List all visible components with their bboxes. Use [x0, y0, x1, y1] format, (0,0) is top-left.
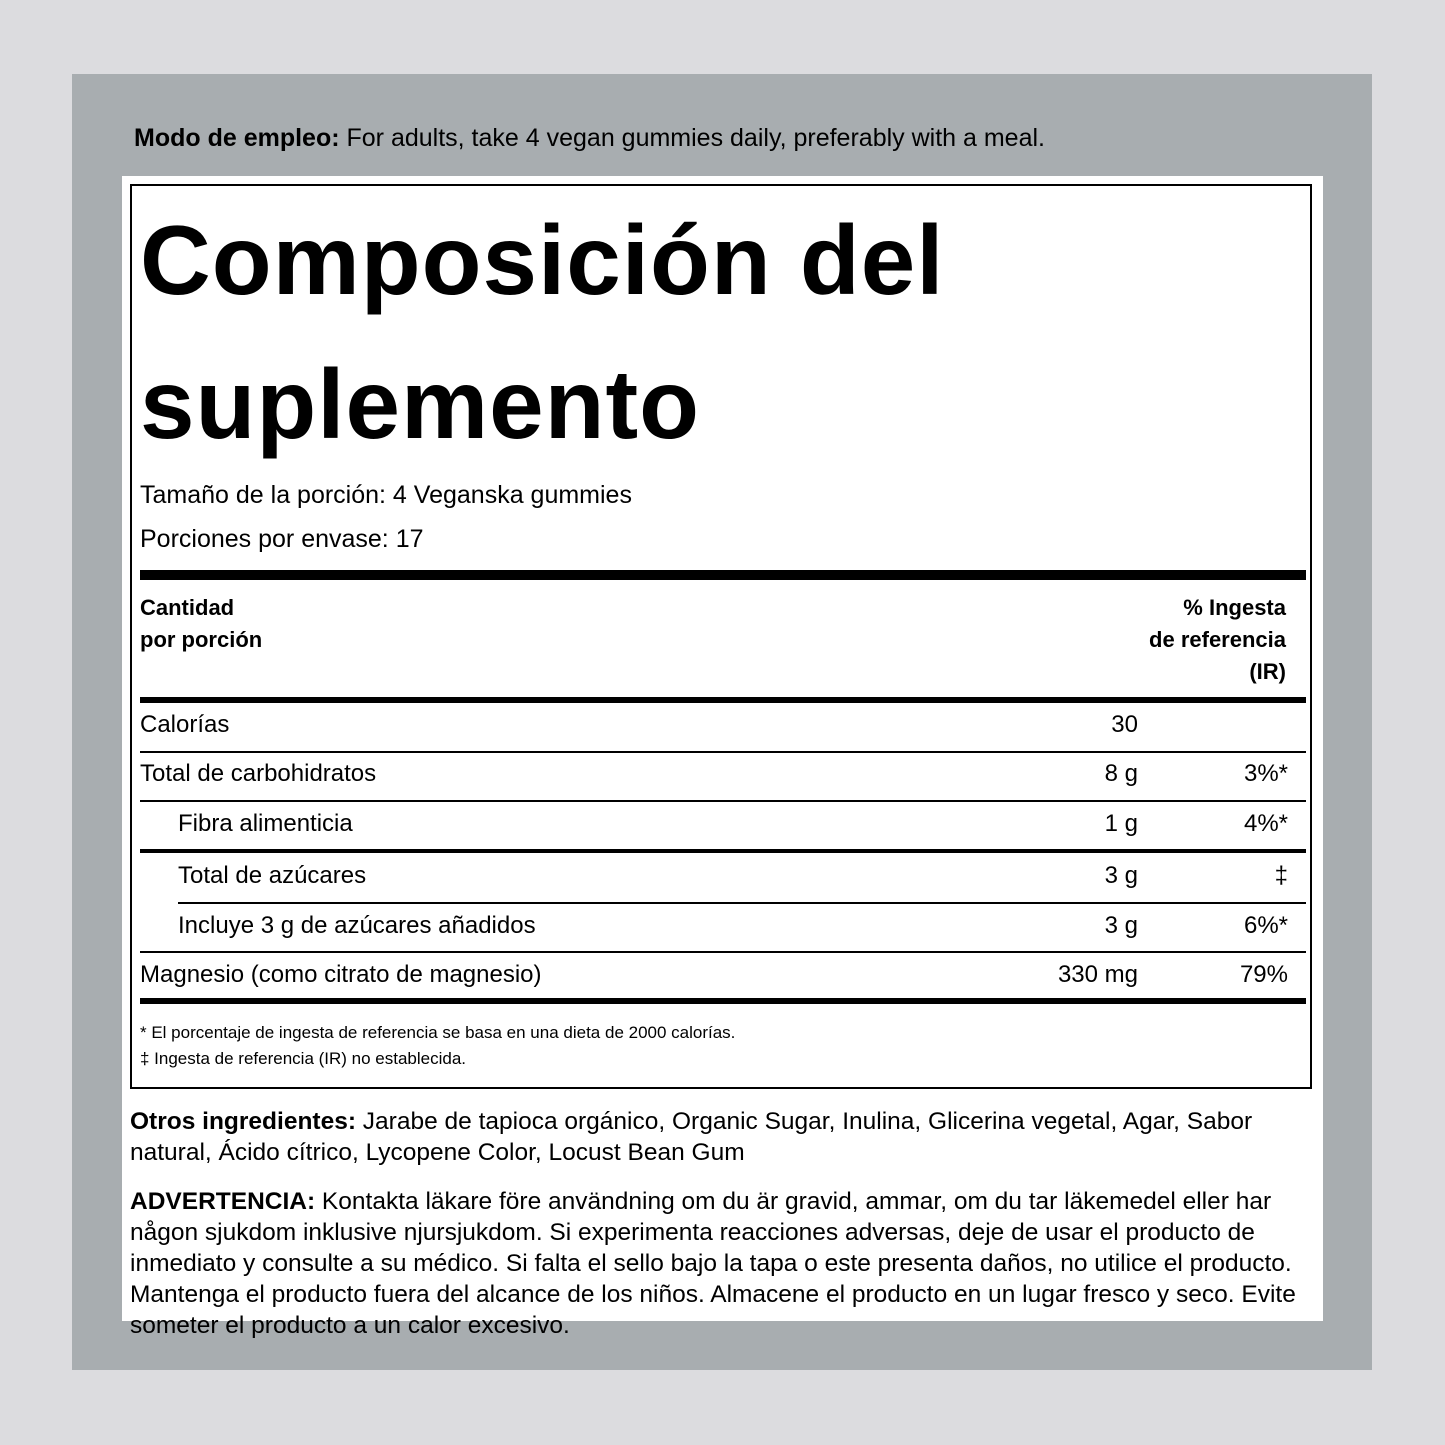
header-left-line-2: por porción: [140, 627, 263, 652]
serving-size: Tamaño de la porción: 4 Veganska gummies: [140, 481, 632, 509]
nutrient-amount: 1 g: [1104, 810, 1138, 837]
nutrient-percent: 4%*: [1243, 810, 1288, 837]
nutrient-label: Incluye 3 g de azúcares añadidos: [178, 912, 536, 939]
warning: [130, 1186, 1315, 1341]
nutrient-amount: 8 g: [1104, 760, 1138, 787]
nutrient-percent: 3%*: [1243, 760, 1288, 787]
other-ingredients-label: Otros ingredientes:: [130, 1108, 356, 1135]
usage-directions: [134, 122, 1314, 154]
nutrient-amount: 3 g: [1104, 912, 1138, 939]
nutrient-row: [140, 951, 1306, 999]
facts-title-line-2: suplemento: [140, 349, 700, 459]
nutrient-percent: ‡: [1274, 862, 1288, 889]
nutrient-amount: 3 g: [1104, 862, 1138, 889]
usage-text: For adults, take 4 vegan gummies daily, preferably with a meal.: [339, 124, 1045, 152]
nutrient-row: [140, 902, 1306, 950]
label-panel: [122, 176, 1323, 1339]
nutrient-amount: 30: [1111, 711, 1138, 738]
header-reference-intake: [1149, 592, 1286, 688]
footnote-reference: * El porcentaje de ingesta de referencia se basa en una dieta de 2000 calorías.: [140, 1023, 736, 1042]
header-right-line-1: % Ingesta: [1183, 595, 1286, 620]
servings-per-container: Porciones por envase: 17: [140, 525, 424, 553]
facts-title-line-1: Composición del: [140, 205, 945, 315]
thick-rule-bottom: [140, 998, 1306, 1004]
nutrient-label: Calorías: [140, 711, 230, 738]
nutrient-amount: 330 mg: [1057, 961, 1138, 988]
nutrient-label: Total de carbohidratos: [140, 760, 377, 787]
nutrient-row: [140, 852, 1306, 900]
nutrient-label: Total de azúcares: [178, 862, 367, 889]
facts-title: [140, 188, 1240, 476]
nutrient-row: [140, 750, 1306, 798]
nutrient-label: Magnesio (como citrato de magnesio): [140, 961, 542, 988]
header-left-line-1: Cantidad: [140, 595, 235, 620]
supplement-facts-box: [130, 184, 1312, 1089]
nutrient-row: [140, 701, 1306, 749]
header-right-line-3: (IR): [1249, 659, 1286, 684]
warning-label: ADVERTENCIA:: [130, 1188, 316, 1215]
nutrient-row: [140, 800, 1306, 848]
header-amount-per-serving: [140, 592, 262, 656]
header-right-line-2: de referencia: [1149, 627, 1286, 652]
thick-rule-top: [140, 570, 1306, 580]
other-ingredients-text: Jarabe de tapioca orgánico, Organic Sugar, Inulina, Glicerina vegetal, Agar, Sabor natural, Ácido cítrico, Lycopene Color, Locust Bean Gum: [130, 1108, 1253, 1166]
footnote-not-established: ‡ Ingesta de referencia (IR) no establecida.: [140, 1049, 467, 1068]
nutrient-percent: 6%*: [1243, 912, 1288, 939]
other-ingredients: [130, 1106, 1315, 1168]
warning-text: Kontakta läkare före användning om du är gravid, ammar, om du tar läkemedel eller har någon sjukdom inklusive njursjukdom. Si experimenta reacciones adversas, deje de usar el producto de inmediato y consulte a su médico. Si falta el sello bajo la tapa o este presenta daños, no utilice el producto. Mantenga el producto fuera del alcance de los niños. Almacene el producto en un lugar fresco y seco. Evite someter el producto a un calor excesivo.: [130, 1188, 1296, 1339]
nutrient-percent: 79%: [1239, 961, 1288, 988]
usage-label: Modo de empleo:: [134, 124, 340, 152]
label-frame: [72, 74, 1372, 1370]
nutrient-label: Fibra alimenticia: [178, 810, 353, 837]
